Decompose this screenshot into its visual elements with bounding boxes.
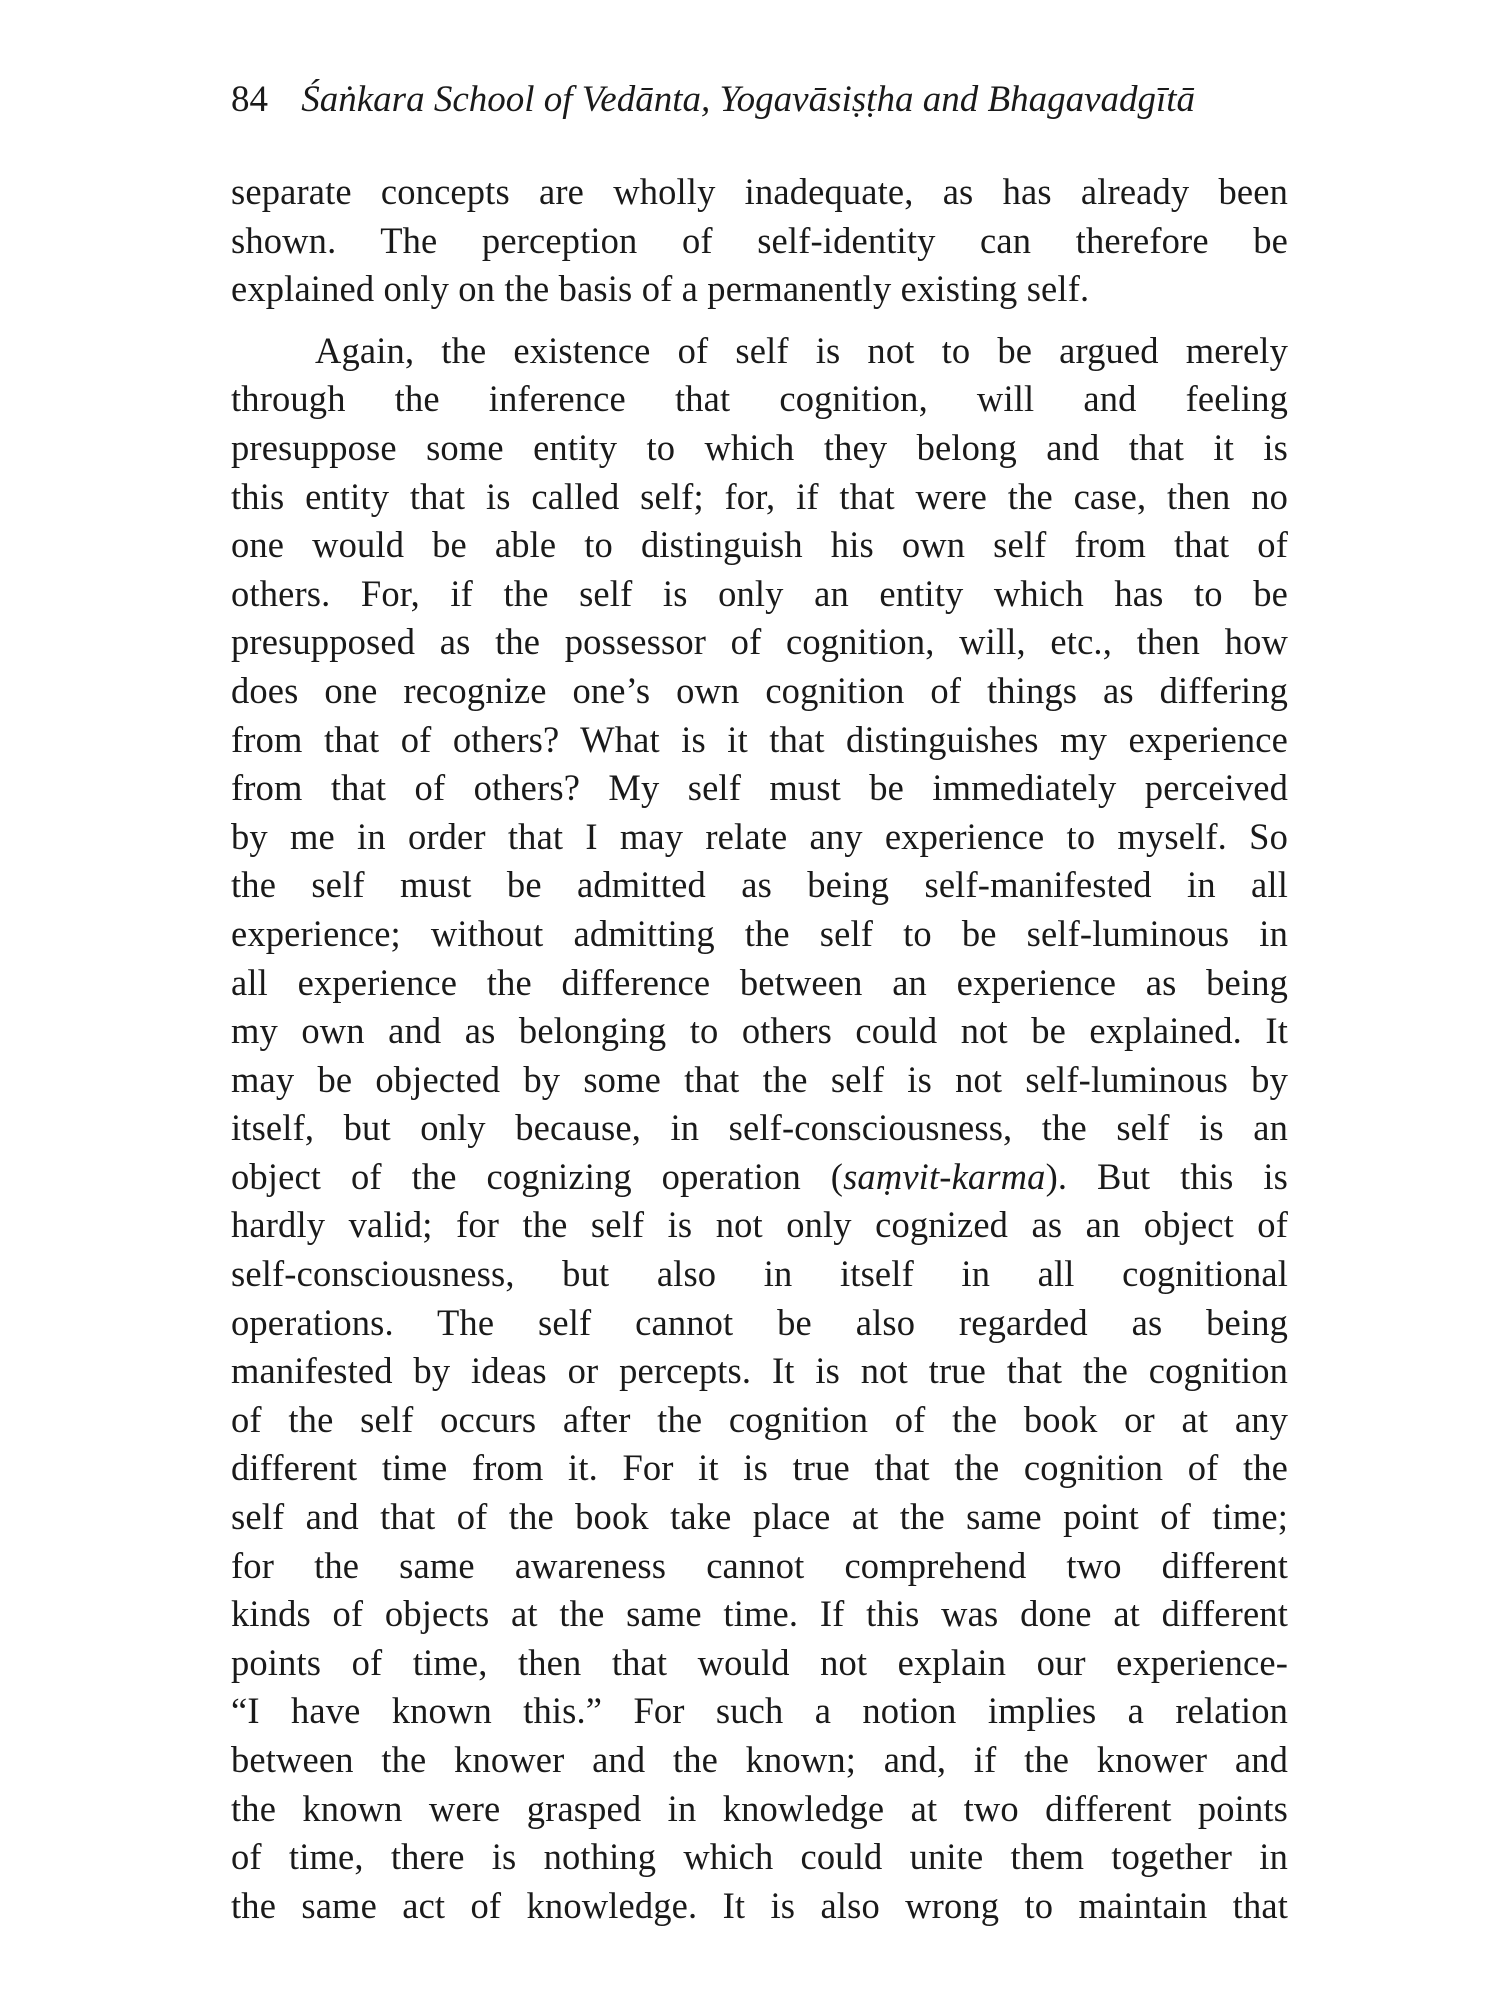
text-line: itself, but only because, in self-consciousness, the self is an xyxy=(231,1107,1288,1149)
text-line: by me in order that I may relate any experience to myself. So xyxy=(231,815,1288,857)
paragraph-1 xyxy=(231,168,1288,314)
paragraph-2 xyxy=(231,327,1288,1931)
line-fragment: object of the cognizing operation ( xyxy=(231,1155,844,1197)
text-line: one would be able to distinguish his own self from that of xyxy=(231,524,1288,566)
text-line: self and that of the book take place at the same point of time; xyxy=(231,1496,1288,1538)
text-line: of time, there is nothing which could unite them together in xyxy=(231,1836,1288,1878)
text-line: operations. The self cannot be also regarded as being xyxy=(231,1301,1288,1343)
text-line: this entity that is called self; for, if that were the case, then no xyxy=(231,475,1288,517)
text-line: others. For, if the self is only an entity which has to be xyxy=(231,572,1288,614)
line-fragment: ). But this is xyxy=(1045,1155,1288,1197)
body-text xyxy=(231,168,1288,1943)
text-line: does one recognize one’s own cognition of things as differing xyxy=(231,669,1288,711)
text-line: through the inference that cognition, will and feeling xyxy=(231,378,1288,420)
text-line-with-term xyxy=(231,1153,1288,1202)
page-number: 84 xyxy=(231,79,268,120)
text-line: presupposed as the possessor of cognition, will, etc., then how xyxy=(231,621,1288,663)
text-line: explained only on the basis of a permanently existing self. xyxy=(231,268,1090,310)
text-line: Again, the existence of self is not to be argued merely xyxy=(315,329,1288,371)
text-line: “I have known this.” For such a notion implies a relation xyxy=(231,1690,1288,1732)
text-line: from that of others? What is it that distinguishes my experience xyxy=(231,718,1288,760)
text-line: self-consciousness, but also in itself in all cognitional xyxy=(231,1253,1288,1295)
text-line: separate concepts are wholly inadequate, as has already been xyxy=(231,171,1288,212)
text-line: kinds of objects at the same time. If this was done at different xyxy=(231,1593,1288,1635)
running-head xyxy=(231,70,1291,130)
text-line: shown. The perception of self-identity can therefore be xyxy=(231,219,1288,261)
text-line: between the knower and the known; and, if the knower and xyxy=(231,1739,1288,1780)
text-line: of the self occurs after the cognition of the book or at any xyxy=(231,1398,1288,1440)
text-line: all experience the difference between an experience as being xyxy=(231,961,1288,1003)
text-line: presuppose some entity to which they belong and that it is xyxy=(231,426,1288,468)
text-line: the same act of knowledge. It is also wrong to maintain that xyxy=(231,1884,1288,1926)
text-line: my own and as belonging to others could not be explained. It xyxy=(231,1010,1288,1052)
running-title: Śaṅkara School of Vedānta, Yogavāsiṣṭha and Bhagavadgītā xyxy=(301,79,1196,120)
text-line: hardly valid; for the self is not only cognized as an object of xyxy=(231,1204,1288,1246)
text-line: from that of others? My self must be immediately perceived xyxy=(231,767,1288,809)
text-line: manifested by ideas or percepts. It is not true that the cognition xyxy=(231,1350,1288,1392)
text-line: may be objected by some that the self is not self-luminous by xyxy=(231,1058,1288,1100)
text-line: experience; without admitting the self to be self-luminous in xyxy=(231,912,1288,954)
italic-term: saṃvit-karma xyxy=(843,1155,1046,1197)
text-line: the self must be admitted as being self-manifested in all xyxy=(231,864,1288,906)
text-line: for the same awareness cannot comprehend two different xyxy=(231,1544,1288,1586)
text-line: different time from it. For it is true that the cognition of the xyxy=(231,1447,1288,1489)
text-line: points of time, then that would not explain our experience- xyxy=(231,1641,1288,1683)
text-line: the known were grasped in knowledge at two different points xyxy=(231,1787,1288,1829)
